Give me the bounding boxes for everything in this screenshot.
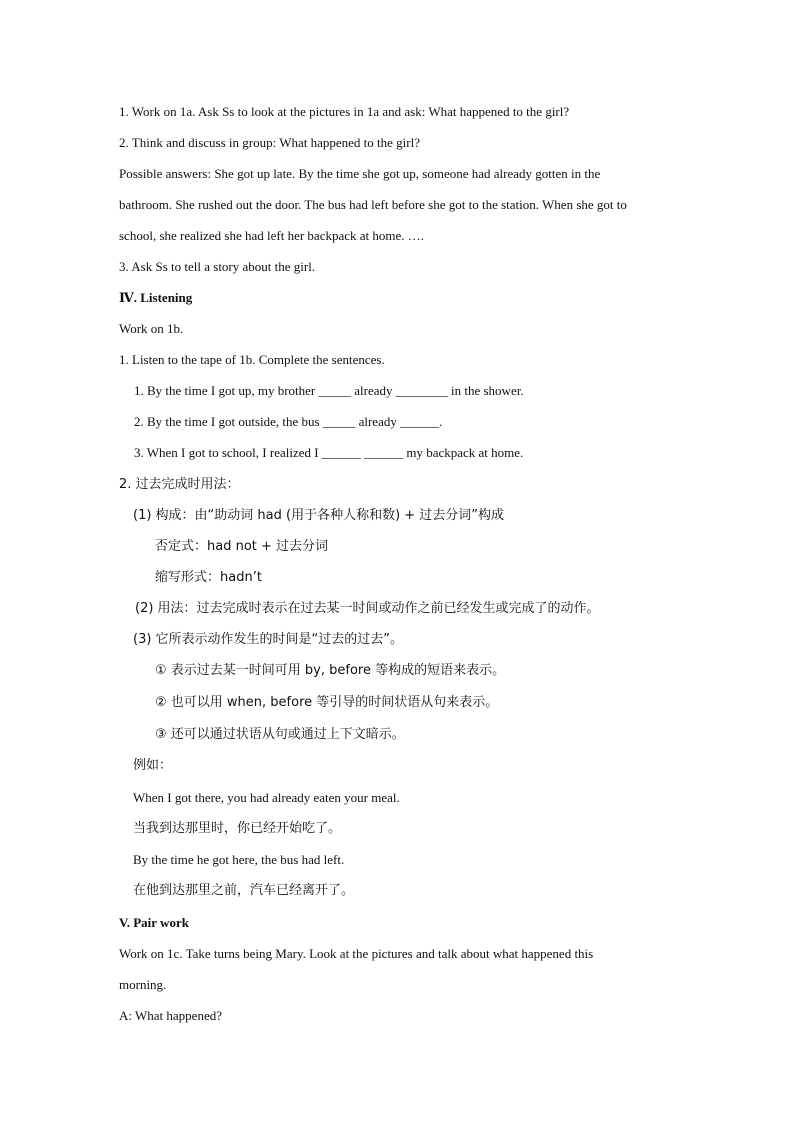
example-sentence-1: When I got there, you had already eaten your meal.	[133, 790, 400, 805]
step-1-work-on-1a: 1. Work on 1a. Ask Ss to look at the pictures in 1a and ask: What happened to the girl?	[119, 104, 570, 119]
time-reference-point: (3) 它所表示动作发生的时间是“过去的过去”。	[133, 632, 404, 647]
listening-sentence-3: 3. When I got to school, I realized I ______ ______ my backpack at home.	[134, 445, 524, 460]
step-3-tell-story: 3. Ask Ss to tell a story about the girl.	[119, 259, 316, 274]
example-heading: 例如：	[133, 758, 173, 773]
subpoint-1: ① 表示过去某一时间可用 by, before 等构成的短语来表示。	[155, 663, 506, 678]
past-perfect-usage-heading: 2. 过去完成时用法：	[119, 477, 240, 492]
pair-work-instruction-line-1: Work on 1c. Take turns being Mary. Look at the pictures and talk about what happened this	[119, 946, 594, 961]
listen-instruction: 1. Listen to the tape of 1b. Complete the sentences.	[119, 352, 385, 367]
example-translation-2: 在他到达那里之前，汽车已经离开了。	[133, 883, 355, 898]
step-2-think-discuss: 2. Think and discuss in group: What happened to the girl?	[119, 135, 420, 150]
section-heading-listening: Ⅳ. Listening	[119, 290, 193, 305]
listening-sentence-2: 2. By the time I got outside, the bus _____ already ______.	[134, 414, 443, 429]
subpoint-3: ③ 还可以通过状语从句或通过上下文暗示。	[155, 727, 405, 742]
possible-answers-line-2: bathroom. She rushed out the door. The bus had left before she got to the station. When she got to	[119, 197, 627, 212]
listening-sentence-1: 1. By the time I got up, my brother _____ already ________ in the shower.	[134, 383, 524, 398]
subpoint-2: ② 也可以用 when, before 等引导的时间状语从句来表示。	[155, 695, 499, 710]
dialogue-line-a: A: What happened?	[119, 1008, 222, 1023]
negative-form: 否定式：had not + 过去分词	[155, 539, 329, 554]
usage-point: (2) 用法：过去完成时表示在过去某一时间或动作之前已经发生或完成了的动作。	[135, 601, 600, 616]
possible-answers-line-3: school, she realized she had left her backpack at home. ….	[119, 228, 425, 243]
example-sentence-2: By the time he got here, the bus had left.	[133, 852, 345, 867]
structure-point: (1) 构成：由“助动词 had (用于各种人称和数) + 过去分词”构成	[133, 508, 505, 523]
possible-answers-line-1: Possible answers: She got up late. By the time she got up, someone had already gotten in the	[119, 166, 601, 181]
example-translation-1: 当我到达那里时，你已经开始吃了。	[133, 821, 342, 836]
section-heading-pair-work: V. Pair work	[119, 915, 189, 930]
work-on-1b: Work on 1b.	[119, 321, 184, 336]
pair-work-instruction-line-2: morning.	[119, 977, 167, 992]
contracted-form: 缩写形式：hadn’t	[155, 570, 262, 585]
